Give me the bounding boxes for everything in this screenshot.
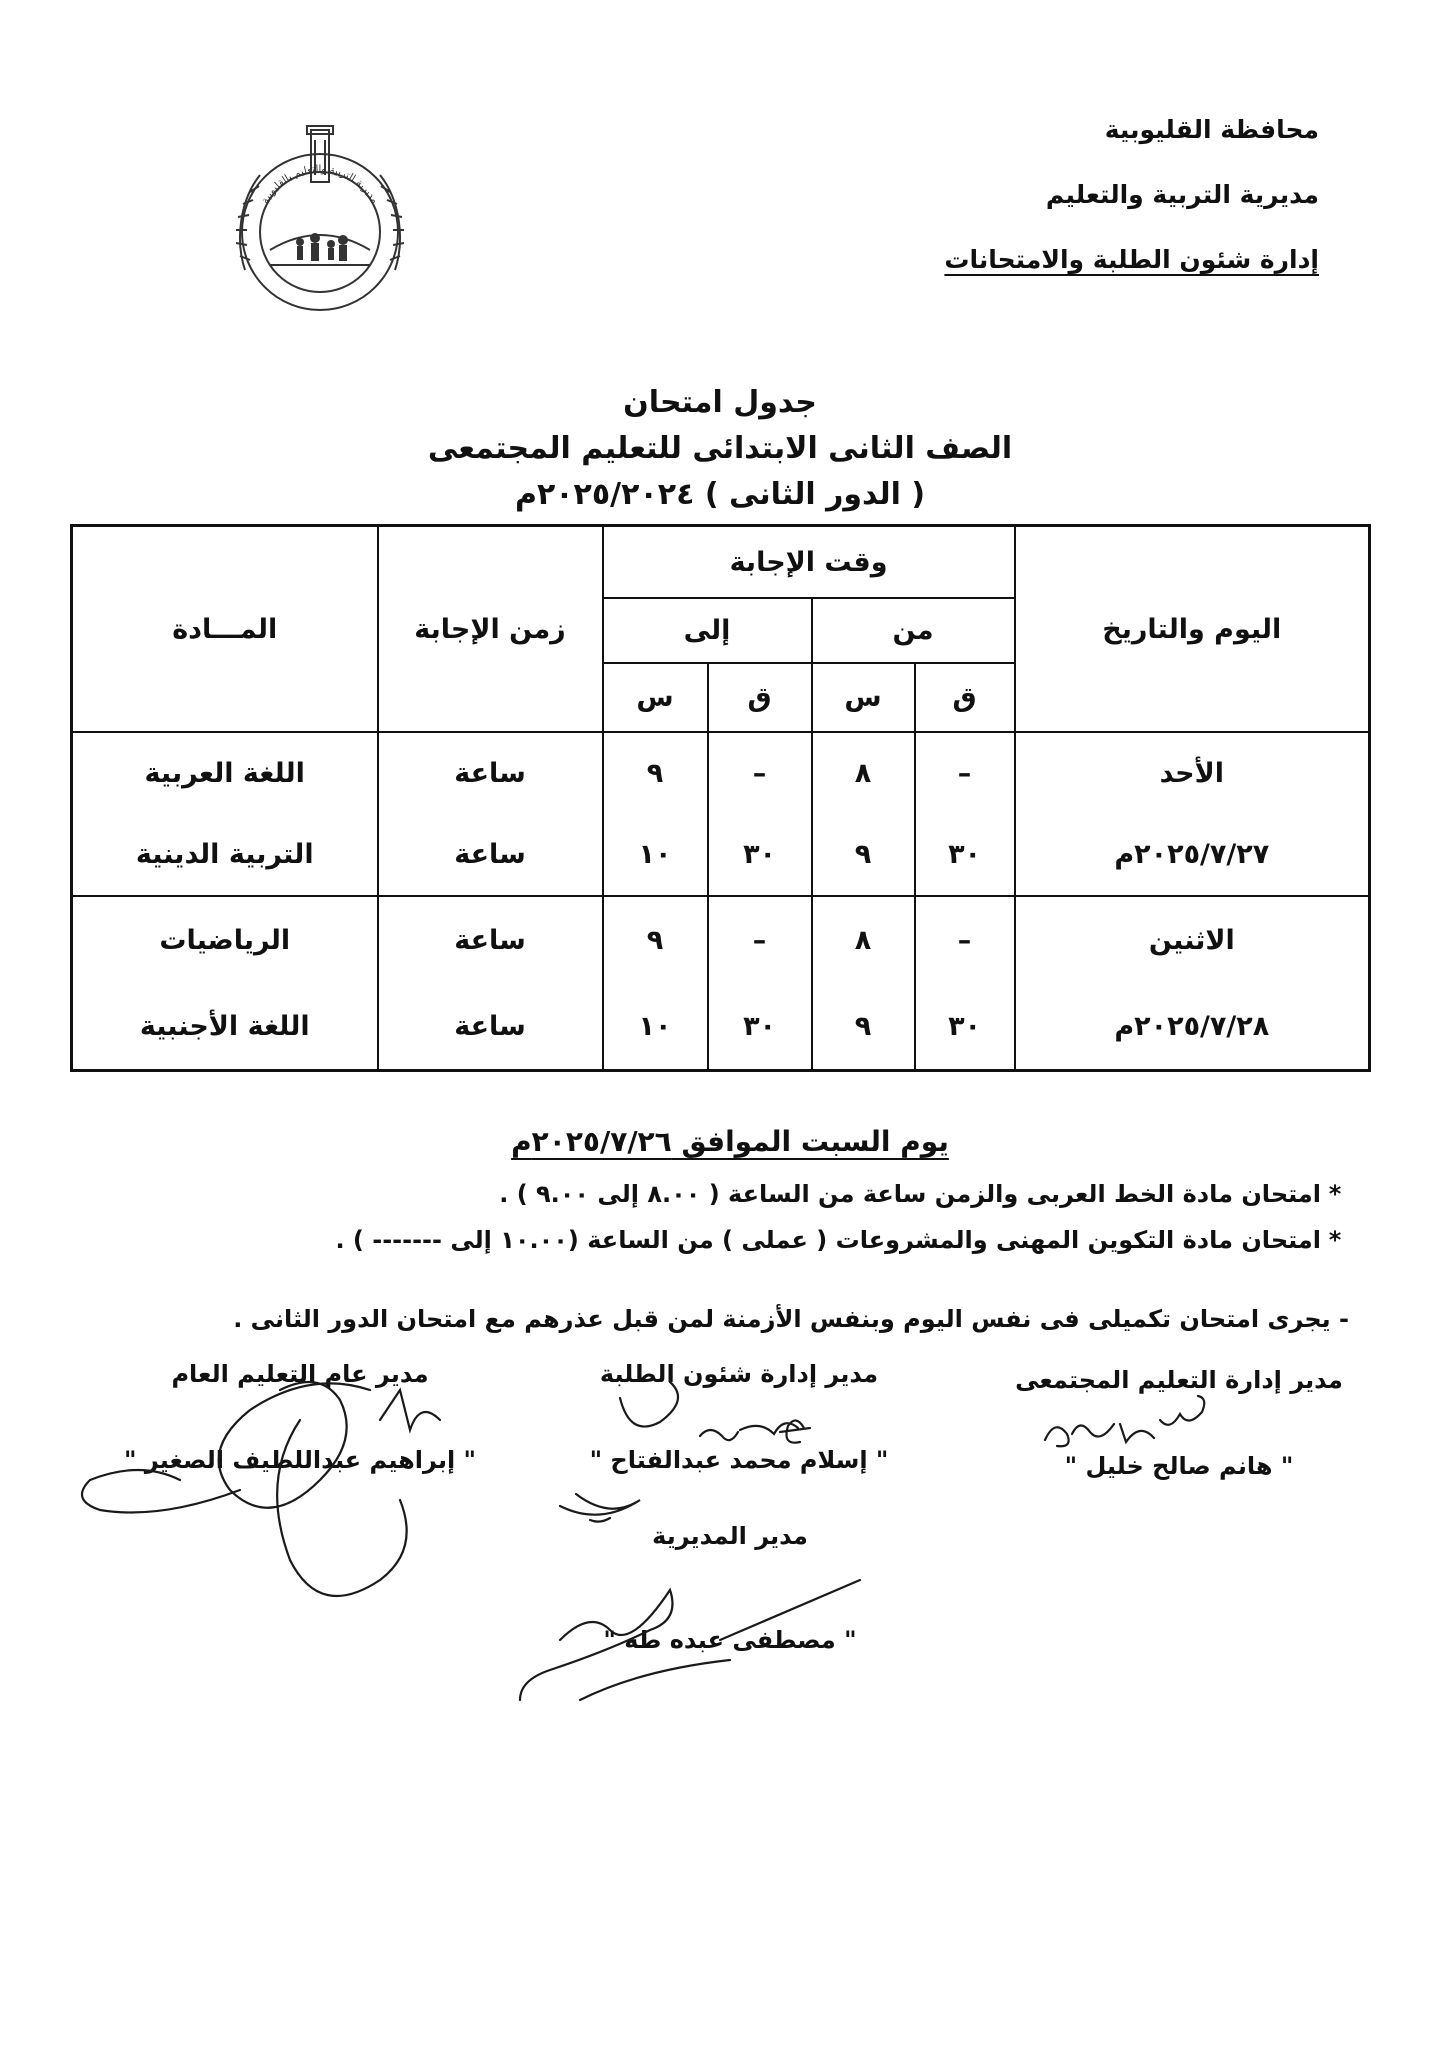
header-answer-time: وقت الإجابة [603, 526, 1015, 599]
to-minute: ٣٠ [743, 839, 777, 871]
from-hour: ٩ [854, 1010, 872, 1042]
from-hour: ٨ [854, 924, 872, 956]
governorate-label: محافظة القليوبية [1104, 115, 1319, 144]
subject: التربية الدينية [135, 839, 314, 871]
title-line-1: جدول امتحان [623, 385, 817, 420]
from-hour-cell [812, 896, 915, 1070]
seal-text: مديرية التربية والتعليم بالقليوبية [259, 163, 381, 206]
subject: الرياضيات [159, 924, 291, 956]
header-to-hour: س [603, 663, 708, 732]
day-name: الاثنين [1148, 924, 1235, 956]
bullet-icon: * [1328, 1180, 1342, 1208]
header-from-hour: س [812, 663, 915, 732]
notes-list [69, 1180, 1349, 1272]
svg-text:مديرية التربية والتعليم بالقلي [260, 164, 380, 206]
list-item [69, 1226, 1349, 1254]
subject-cell [72, 732, 378, 896]
signature-student-affairs [559, 1360, 919, 1474]
from-hour: ٩ [854, 839, 872, 871]
subject: اللغة الأجنبية [139, 1010, 310, 1042]
to-hour: ١٠ [638, 839, 672, 871]
signature-general-education [100, 1360, 500, 1474]
duration-cell [378, 896, 603, 1070]
exam-schedule-table [70, 524, 1371, 1072]
to-minute-cell [708, 732, 812, 896]
directorate-label: مديرية التربية والتعليم [1045, 180, 1319, 209]
header-to-minute: ق [708, 663, 812, 732]
title-line-2: الصف الثانى الابتدائى للتعليم المجتمعى [427, 431, 1013, 466]
from-minute: ٣٠ [948, 1010, 982, 1042]
duration: ساعة [454, 924, 526, 956]
signature-directorate-director [560, 1522, 900, 1654]
note-text: امتحان مادة التكوين المهنى والمشروعات ( عملى ) من الساعة (١٠.٠٠ إلى ------- ) . [335, 1226, 1321, 1254]
saturday-heading: يوم السبت الموافق ٢٠٢٥/٧/٢٦م [511, 1125, 949, 1158]
subject-cell [72, 896, 378, 1070]
signatory-role: مدير إدارة شئون الطلبة [599, 1360, 879, 1388]
signatory-role: مدير إدارة التعليم المجتمعى [1015, 1366, 1343, 1394]
to-minute: ٣٠ [743, 1010, 777, 1042]
from-minute: ٣٠ [948, 839, 982, 871]
signatory-role: مدير المديرية [652, 1522, 808, 1550]
header-day-date: اليوم والتاريخ [1015, 526, 1370, 733]
to-minute: – [752, 924, 767, 956]
table-row [72, 896, 1370, 1070]
to-hour: ٩ [646, 758, 664, 790]
header-from-minute: ق [915, 663, 1015, 732]
org-header [899, 115, 1319, 310]
day-date: ٢٠٢٥/٧/٢٨م [1114, 1010, 1270, 1042]
bullet-icon: * [1328, 1226, 1342, 1254]
from-hour: ٨ [854, 758, 872, 790]
duration-cell [378, 732, 603, 896]
note-text: امتحان مادة الخط العربى والزمن ساعة من الساعة ( ٨.٠٠ إلى ٩.٠٠ ) . [499, 1180, 1321, 1208]
table-row [72, 732, 1370, 896]
directorate-seal-logo [215, 120, 425, 330]
title-line-3: ( الدور الثانى ) ٢٠٢٥/٢٠٢٤م [514, 477, 926, 512]
day-date-cell [1015, 896, 1370, 1070]
to-hour-cell [603, 732, 708, 896]
from-hour-cell [812, 732, 915, 896]
header-duration: زمن الإجابة [378, 526, 603, 733]
signatory-name: " مصطفى عبده طه " [603, 1626, 857, 1654]
to-hour: ٩ [646, 924, 664, 956]
to-minute-cell [708, 896, 812, 1070]
schedule-title [300, 380, 1140, 518]
from-minute: – [957, 758, 972, 790]
day-name: الأحد [1159, 758, 1224, 790]
duration: ساعة [454, 1010, 526, 1042]
from-minute: – [957, 924, 972, 956]
signatory-name: " إبراهيم عبداللطيف الصغير " [123, 1446, 477, 1474]
duration: ساعة [454, 839, 526, 871]
signatory-name: " إسلام محمد عبدالفتاح " [589, 1446, 889, 1474]
to-minute: – [752, 758, 767, 790]
duration: ساعة [454, 758, 526, 790]
list-item [69, 1180, 1349, 1208]
header-subject: المـــادة [72, 526, 378, 733]
from-minute-cell [915, 896, 1015, 1070]
supplementary-note: - يجرى امتحان تكميلى فى نفس اليوم وبنفس الأزمنة لمن قبل عذرهم مع امتحان الدور الثانى . [233, 1305, 1349, 1333]
header-to: إلى [603, 598, 812, 663]
to-hour-cell [603, 896, 708, 1070]
day-date: ٢٠٢٥/٧/٢٧م [1114, 839, 1270, 871]
from-minute-cell [915, 732, 1015, 896]
subject: اللغة العربية [144, 758, 305, 790]
signatory-name: " هانم صالح خليل " [1064, 1452, 1294, 1480]
header-from: من [812, 598, 1015, 663]
to-hour: ١٠ [638, 1010, 672, 1042]
signatory-role: مدير عام التعليم العام [171, 1360, 429, 1388]
signature-community-education [1009, 1366, 1349, 1480]
department-label: إدارة شئون الطلبة والامتحانات [944, 245, 1319, 274]
day-date-cell [1015, 732, 1370, 896]
